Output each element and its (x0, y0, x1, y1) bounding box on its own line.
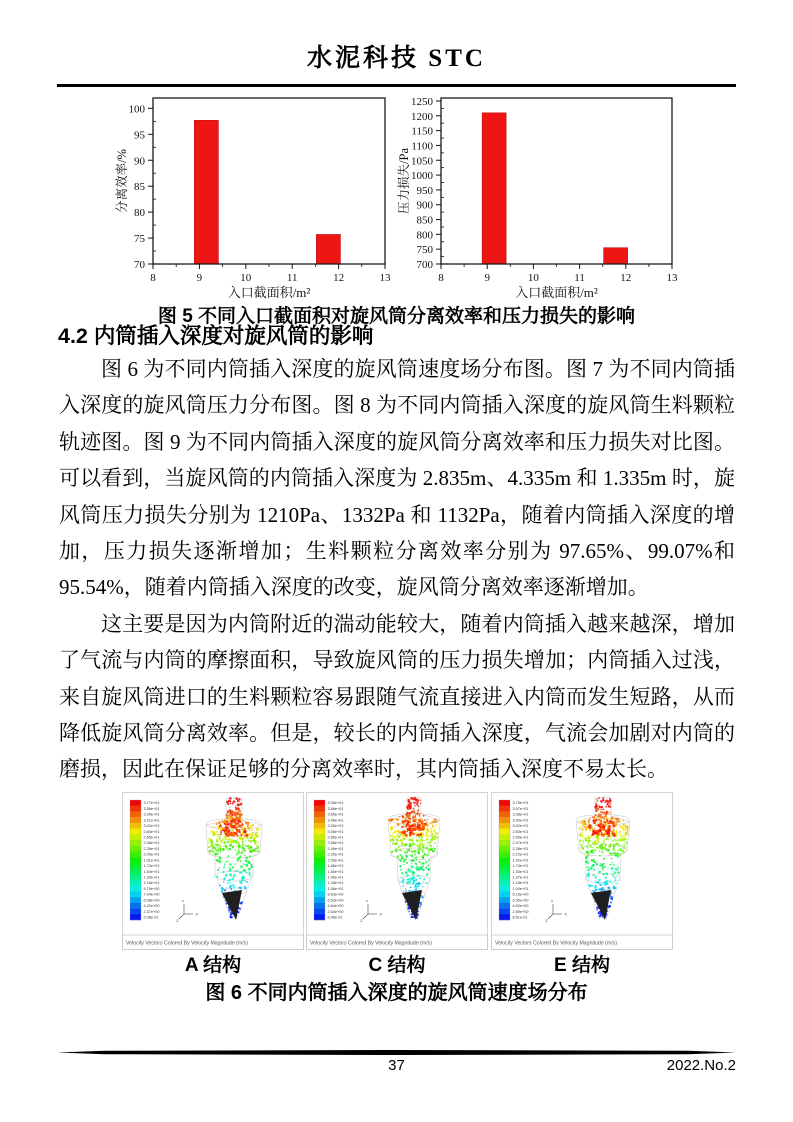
svg-text:6.08e+00: 6.08e+00 (143, 898, 160, 903)
svg-text:9: 9 (196, 272, 203, 284)
svg-text:90: 90 (134, 155, 145, 168)
svg-text:4.06e+01: 4.06e+01 (327, 801, 344, 806)
svg-text:2.26e+01: 2.26e+01 (327, 852, 344, 857)
figure6-caption: 图 6 不同内筒插入深度的旋风筒速度场分布 (205, 982, 588, 1004)
svg-text:100: 100 (128, 103, 145, 116)
svg-text:1.06e+01: 1.06e+01 (327, 886, 344, 891)
svg-text:2.65e+01: 2.65e+01 (512, 835, 529, 840)
svg-text:8: 8 (150, 272, 156, 284)
svg-text:12: 12 (620, 272, 632, 284)
svg-text:1.18e+01: 1.18e+01 (512, 881, 529, 886)
svg-text:Z: Z (176, 919, 179, 923)
figure6 (0, 792, 793, 1032)
svg-text:75: 75 (134, 233, 145, 246)
svg-text:1.55e+01: 1.55e+01 (512, 869, 529, 874)
svg-text:Velocity Vectors Colored By Ve: Velocity Vectors Colored By Velocity Magnitude (m/s) (310, 940, 432, 947)
svg-text:13: 13 (666, 272, 678, 284)
svg-text:3.02e+01: 3.02e+01 (143, 824, 160, 829)
svg-text:6.63e+00: 6.63e+00 (327, 898, 344, 903)
svg-text:13: 13 (379, 272, 391, 284)
pressure-loss-chart (395, 88, 680, 310)
svg-text:3.86e+01: 3.86e+01 (327, 806, 344, 811)
section-heading: 4.2 内筒插入深度对旋风筒的影响 (58, 324, 374, 348)
svg-text:11: 11 (286, 272, 298, 284)
svg-text:95: 95 (134, 129, 145, 142)
svg-text:3.06e+01: 3.06e+01 (327, 829, 344, 834)
svg-text:1.91e+01: 1.91e+01 (143, 858, 160, 863)
svg-text:950: 950 (416, 184, 433, 197)
svg-text:2.37e+00: 2.37e+00 (143, 909, 160, 914)
svg-text:2.83e+01: 2.83e+01 (512, 829, 529, 834)
svg-text:X: X (564, 912, 567, 917)
issue-number: 2022.No.2 (666, 1057, 736, 1074)
svg-text:2.65e+01: 2.65e+01 (143, 835, 160, 840)
svg-text:10: 10 (527, 272, 539, 284)
svg-text:1.00e+01: 1.00e+01 (512, 886, 529, 891)
svg-text:X: X (195, 912, 198, 917)
panel-label-e: E 结构 (554, 955, 610, 976)
svg-text:8.63e+00: 8.63e+00 (327, 892, 344, 897)
svg-text:1.16e+01: 1.16e+01 (143, 881, 160, 886)
svg-text:2.06e+01: 2.06e+01 (327, 858, 344, 863)
svg-text:3.39e+01: 3.39e+01 (143, 812, 160, 817)
svg-text:1100: 1100 (411, 140, 433, 153)
svg-text:Velocity Vectors Colored By Ve: Velocity Vectors Colored By Velocity Magnitude (m/s) (495, 940, 617, 947)
footer-rule (57, 1050, 736, 1055)
svg-text:1050: 1050 (411, 155, 433, 168)
svg-text:3.26e+01: 3.26e+01 (327, 824, 344, 829)
panel-label-c: C 结构 (368, 955, 426, 976)
svg-text:3.66e+01: 3.66e+01 (327, 812, 344, 817)
paragraph-2: 这主要是因为内筒附近的湍动能较大，随着内筒插入越来越深，增加了气流与内筒的摩擦面积，导致旋风筒的压力损失增加；内筒插入过浅，来自旋风筒进口的生料颗粒容易跟随气流直接进入内筒而发生短路，从而降低旋风筒分离效率。但是，较长的内筒插入深度，气流会加剧对内筒的磨损，因此在保证足够的分离效率时，其内筒插入深度不易太长。 (59, 611, 735, 782)
svg-text:2.66e+01: 2.66e+01 (327, 841, 344, 846)
svg-text:3.02e+01: 3.02e+01 (512, 824, 529, 829)
svg-text:850: 850 (416, 214, 433, 227)
svg-text:3.20e+01: 3.20e+01 (512, 818, 529, 823)
svg-text:6.46e-01: 6.46e-01 (327, 915, 343, 920)
separation-efficiency-chart (113, 88, 395, 310)
svg-text:1.54e+01: 1.54e+01 (143, 869, 160, 874)
svg-text:5.08e-01: 5.08e-01 (143, 915, 159, 920)
svg-text:Y: Y (365, 899, 369, 904)
svg-text:Z: Z (360, 919, 363, 923)
svg-text:1250: 1250 (411, 95, 433, 108)
svg-text:9: 9 (484, 272, 490, 284)
cfd-panel-structure-e (491, 792, 673, 950)
svg-text:入口截面积/m²: 入口截面积/m² (515, 285, 598, 300)
svg-text:2.47e+01: 2.47e+01 (512, 841, 529, 846)
svg-text:12: 12 (333, 272, 345, 284)
cfd-panel-structure-c (306, 792, 488, 950)
svg-text:1.26e+01: 1.26e+01 (327, 881, 344, 886)
svg-text:Y: Y (181, 899, 185, 904)
body-text (59, 351, 735, 788)
svg-text:1.66e+01: 1.66e+01 (327, 869, 344, 874)
svg-text:2.46e+01: 2.46e+01 (143, 841, 160, 846)
svg-text:3.46e+01: 3.46e+01 (327, 818, 344, 823)
page-number: 37 (388, 1057, 405, 1074)
cfd-panel-structure-a (122, 792, 304, 950)
svg-text:1200: 1200 (411, 110, 433, 123)
svg-text:入口截面积/m²: 入口截面积/m² (227, 285, 311, 300)
svg-text:85: 85 (134, 181, 145, 194)
svg-text:2.46e+01: 2.46e+01 (327, 846, 344, 851)
svg-text:3.75e+01: 3.75e+01 (512, 801, 529, 806)
svg-text:10: 10 (240, 272, 252, 284)
svg-text:6.35e+00: 6.35e+00 (512, 898, 529, 903)
header-rule (57, 84, 736, 87)
svg-text:1.86e+01: 1.86e+01 (327, 864, 344, 869)
svg-text:2.28e+01: 2.28e+01 (143, 846, 160, 851)
svg-text:3.21e+01: 3.21e+01 (143, 818, 160, 823)
svg-text:4.52e+00: 4.52e+00 (512, 904, 529, 909)
svg-text:3.57e+01: 3.57e+01 (512, 806, 529, 811)
svg-text:1000: 1000 (411, 170, 433, 183)
svg-text:80: 80 (134, 207, 145, 220)
svg-text:Velocity Vectors Colored By Ve: Velocity Vectors Colored By Velocity Magnitude (m/s) (126, 940, 248, 947)
figure5-caption: 图 5 不同入口截面积对旋风筒分离效率和压力损失的影响 (157, 306, 636, 327)
svg-text:1.92e+01: 1.92e+01 (512, 858, 529, 863)
svg-text:1.46e+01: 1.46e+01 (327, 875, 344, 880)
svg-text:9.79e+00: 9.79e+00 (143, 886, 160, 891)
svg-text:11: 11 (574, 272, 585, 284)
journal-title: 水泥科技 STC (307, 45, 486, 72)
svg-text:1.72e+01: 1.72e+01 (143, 864, 160, 869)
svg-text:X: X (379, 912, 382, 917)
svg-text:3.38e+01: 3.38e+01 (512, 812, 529, 817)
svg-text:1.35e+01: 1.35e+01 (143, 875, 160, 880)
svg-text:2.28e+01: 2.28e+01 (512, 846, 529, 851)
svg-text:2.64e+00: 2.64e+00 (327, 909, 344, 914)
svg-text:3.58e+01: 3.58e+01 (143, 806, 160, 811)
svg-text:8: 8 (438, 272, 444, 284)
svg-text:Y: Y (550, 899, 554, 904)
svg-text:3.77e+01: 3.77e+01 (143, 801, 160, 806)
svg-text:1.37e+01: 1.37e+01 (512, 875, 529, 880)
svg-text:800: 800 (416, 229, 433, 242)
svg-text:分离效率/%: 分离效率/% (115, 149, 129, 213)
svg-text:1150: 1150 (411, 125, 433, 138)
svg-text:2.84e+01: 2.84e+01 (143, 829, 160, 834)
svg-text:2.09e+01: 2.09e+01 (143, 852, 160, 857)
svg-text:900: 900 (416, 199, 433, 212)
svg-text:70: 70 (134, 259, 145, 271)
svg-text:Z: Z (545, 919, 548, 923)
paragraph-1: 图 6 为不同内筒插入深度的旋风筒速度场分布图。图 7 为不同内筒插入深度的旋风筒压力分布图。图 8 为不同内筒插入深度的旋风筒生料颗粒轨迹图。图 9 为不同内筒插入深度的旋风筒分离效率和压力损失对比图。可以看到，当旋风筒的内筒插入深度为 2.835m、4.335m 和 1.335m 时，旋风筒压力损失分别为 1210Pa、1332Pa 和 1132Pa，随着内筒插入深度的增加，压力损失逐渐增加；生料颗粒分离效率分别为 97.65%、99.07%和 95.54%，随着内筒插入深度的改变，旋风筒分离效率逐渐增加。 (59, 357, 735, 600)
svg-text:700: 700 (416, 259, 433, 271)
svg-text:8.18e+00: 8.18e+00 (512, 892, 529, 897)
svg-text:750: 750 (416, 244, 433, 257)
panel-label-a: A 结构 (184, 955, 242, 976)
svg-text:2.86e+01: 2.86e+01 (327, 835, 344, 840)
svg-text:2.10e+01: 2.10e+01 (512, 852, 529, 857)
svg-text:1.73e+01: 1.73e+01 (512, 864, 529, 869)
svg-text:4.22e+00: 4.22e+00 (143, 904, 160, 909)
svg-text:压力损失/Pa: 压力损失/Pa (397, 148, 411, 214)
svg-text:7.94e+00: 7.94e+00 (143, 892, 160, 897)
svg-text:2.69e+00: 2.69e+00 (512, 909, 529, 914)
svg-text:4.64e+00: 4.64e+00 (327, 904, 344, 909)
svg-text:8.61e-01: 8.61e-01 (512, 915, 528, 920)
